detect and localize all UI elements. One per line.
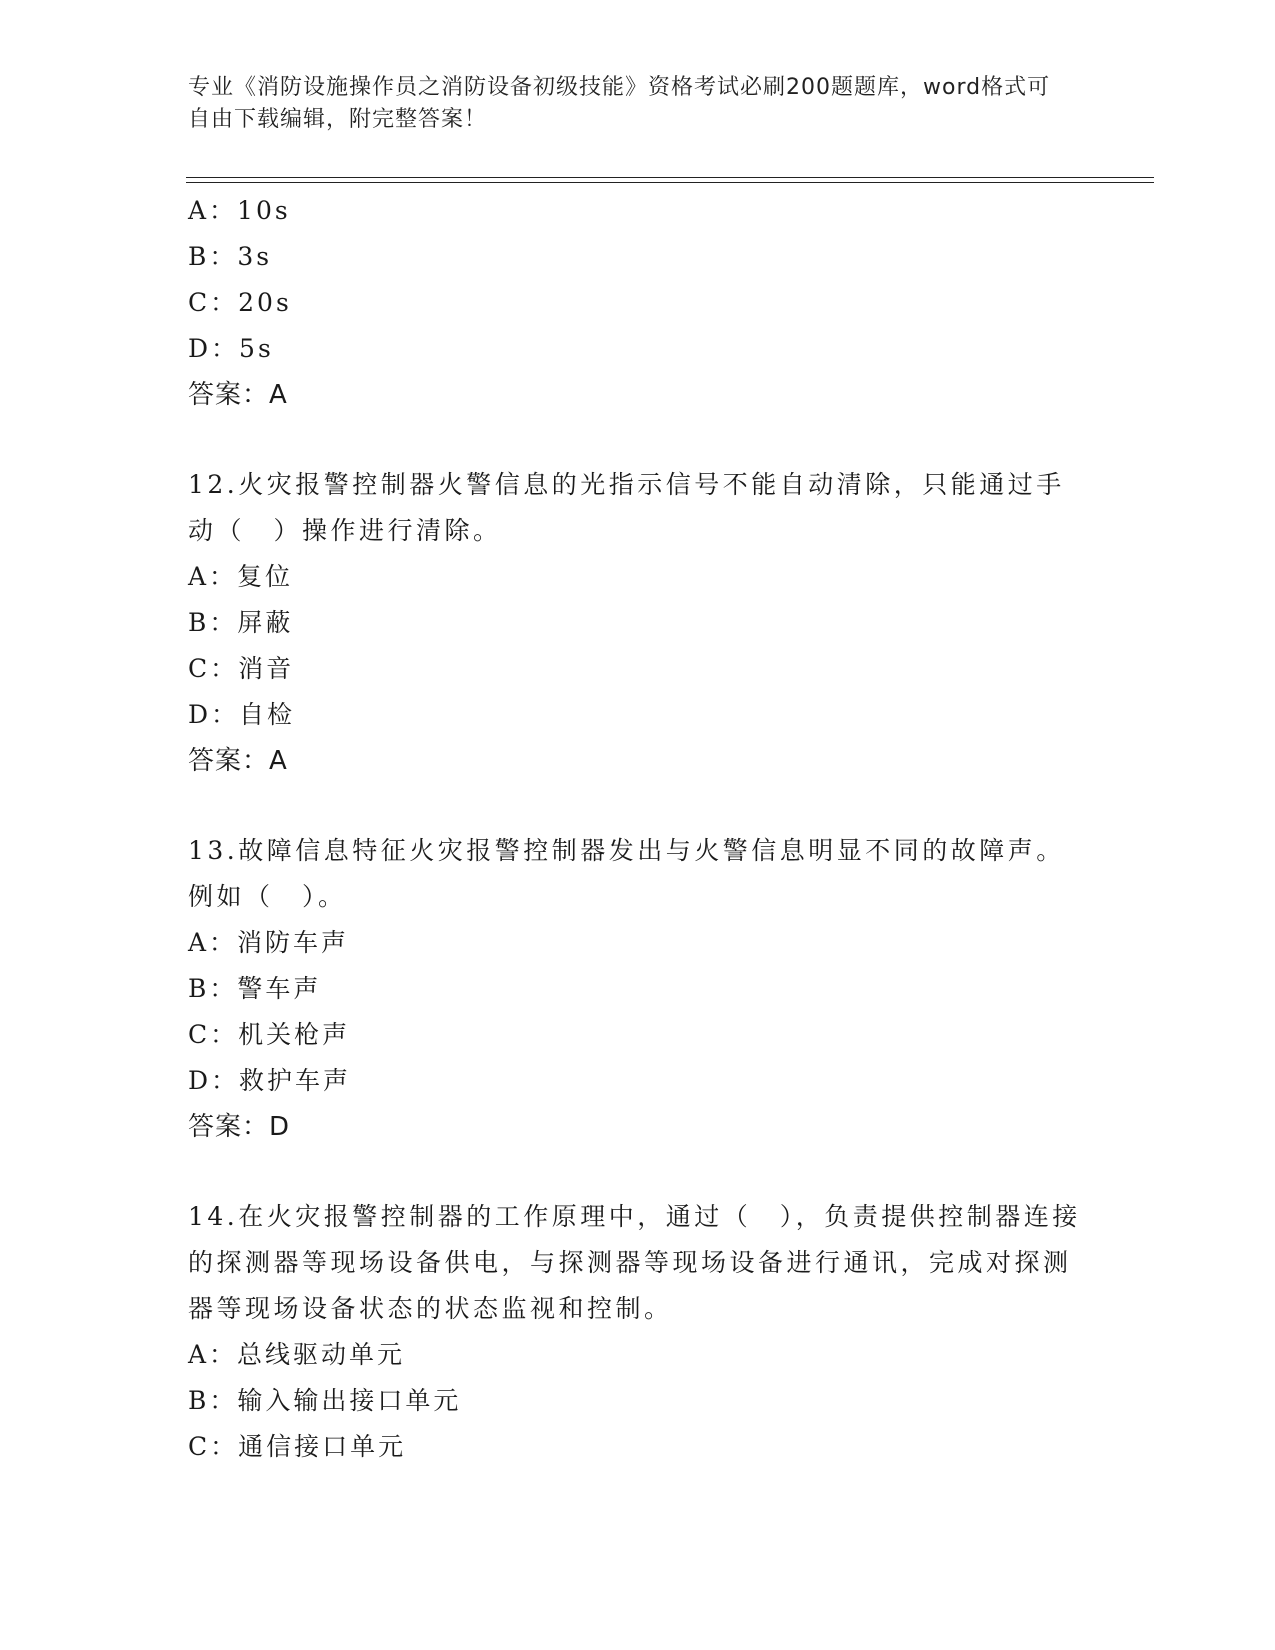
question-13 (188, 828, 1088, 1150)
question-12 (188, 462, 1088, 784)
option-c: C：通信接口单元 (188, 1432, 407, 1461)
option-a: A：10s (188, 196, 291, 225)
question-text: 13.故障信息特征火灾报警控制器发出与火警信息明显不同的故障声。例如（ ）。 (188, 836, 1065, 911)
answer: 答案：D (188, 1112, 291, 1142)
prev-question-block (188, 188, 1088, 418)
option-c: C：消音 (188, 654, 295, 683)
option-a: A：复位 (188, 562, 294, 591)
option-b: B：3s (188, 242, 273, 271)
option-d: D：5s (188, 334, 274, 363)
header-divider-bottom (186, 182, 1154, 183)
option-c: C：机关枪声 (188, 1020, 351, 1049)
answer: 答案：A (188, 380, 288, 410)
question-14 (188, 1194, 1088, 1470)
option-b: B：屏蔽 (188, 608, 294, 637)
question-content (188, 188, 1088, 1470)
answer: 答案：A (188, 746, 288, 776)
option-a: A：消防车声 (188, 928, 350, 957)
option-d: D：救护车声 (188, 1066, 352, 1095)
question-text: 12.火灾报警控制器火警信息的光指示信号不能自动清除，只能通过手动（ ）操作进行清除。 (188, 470, 1065, 545)
option-b: B：输入输出接口单元 (188, 1386, 462, 1415)
option-b: B：警车声 (188, 974, 322, 1003)
option-c: C：20s (188, 288, 292, 317)
document-header: 专业《消防设施操作员之消防设备初级技能》资格考试必刷200题题库，word格式可自由下载编辑，附完整答案！ (188, 75, 1051, 132)
question-text: 14.在火灾报警控制器的工作原理中，通过（ ），负责提供控制器连接的探测器等现场设备供电，与探测器等现场设备进行通讯，完成对探测器等现场设备状态的状态监视和控制。 (188, 1202, 1081, 1323)
header-divider-top (186, 177, 1154, 178)
option-a: A：总线驱动单元 (188, 1340, 406, 1369)
option-d: D：自检 (188, 700, 296, 729)
